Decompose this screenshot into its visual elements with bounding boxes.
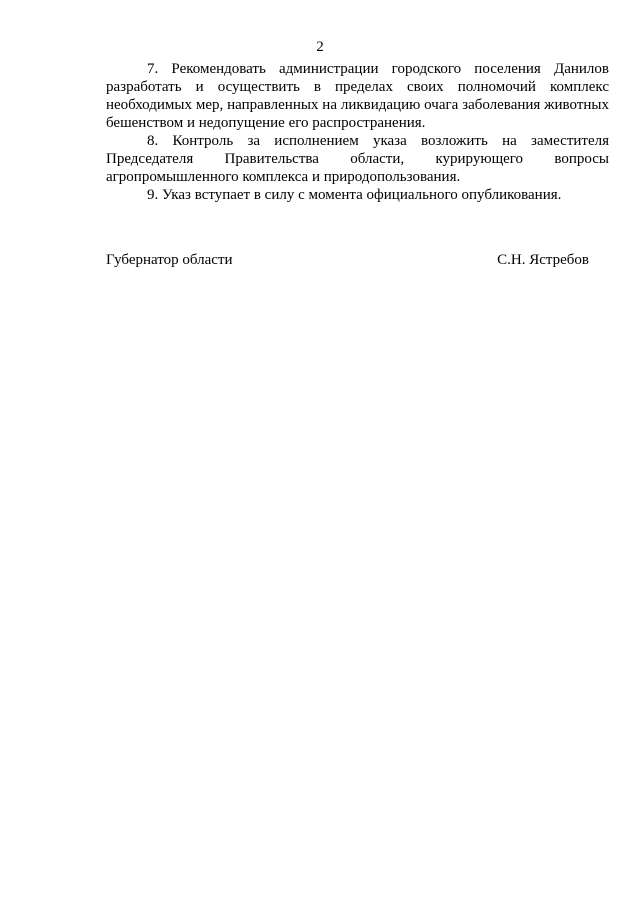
- page-number: 2: [316, 39, 324, 55]
- document-body: [106, 60, 609, 204]
- paragraph-7: 7. Рекомендовать администрации городского поселения Данилов разработать и осуществить в пределах своих полномочий комплекс необходимых мер, направленных на ликвидацию очага заболевания животных бешенством и недопущение его распространения.: [106, 61, 609, 131]
- paragraph-9: 9. Указ вступает в силу с момента официального опубликования.: [147, 187, 562, 203]
- paragraph-8: 8. Контроль за исполнением указа возложить на заместителя Председателя Правительства области, курирующего вопросы агропромышленного комплекса и природопользования.: [106, 133, 609, 185]
- signatory-name: С.Н. Ястребов: [497, 252, 589, 268]
- signatory-position: Губернатор области: [106, 252, 233, 268]
- signature-block: [106, 251, 589, 269]
